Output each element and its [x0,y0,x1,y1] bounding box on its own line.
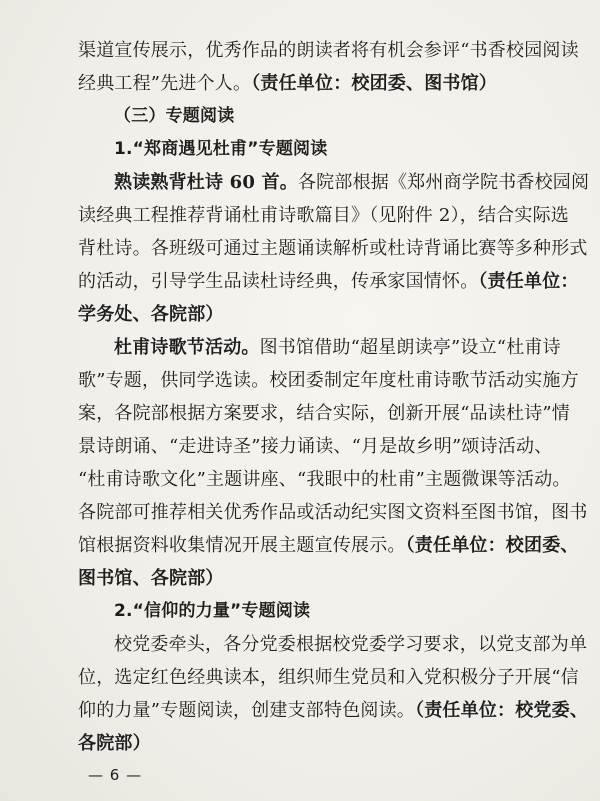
text-line [78,562,526,595]
responsible-unit: 学务处、各院部） [78,304,224,325]
text-line [78,199,569,232]
text-segment: 图书馆借助“超星朗读亭”设立“杜甫诗 [259,337,561,358]
text-segment: 背杜诗。各班级可通过主题诵读解析或杜诗背诵比赛等多种形式 [78,238,588,259]
responsible-unit: 图书馆、各院部） [78,568,224,589]
text-segment: 案，各院部根据方案要求，结合实际，创新开展“品读杜诗”情 [78,403,571,424]
text-line [78,496,588,529]
bold-lead: 熟读熟背杜诗 60 首。 [114,172,298,193]
text-segment: 渠道宣传展示，优秀作品的朗读者将有机会参评“书香校园阅读 [78,40,579,61]
text-line [78,628,588,661]
text-segment: 景诗朗诵、“走进诗圣”接力诵读、“月是故乡明”颂诗活动、 [78,436,553,457]
text-segment: “杜甫诗歌文化”主题讲座、“我眼中的杜甫”主题微课等活动。 [78,469,571,490]
text-line [78,166,590,199]
text-segment: 位，选定红色经典读本，组织师生党员和入党积极分子开展“信 [78,667,579,688]
section-heading [78,100,526,133]
text-line [78,694,589,727]
text-line [78,265,579,298]
subsection-heading [78,595,526,628]
text-segment: 歌”专题，供同学选读。校团委制定年度杜甫诗歌节活动实施方 [78,370,579,391]
text-line [78,331,561,364]
text-segment: 仰的力量”专题阅读，创建支部特色阅读。 [78,700,416,721]
text-line [78,463,571,496]
text-segment: 校党委牵头，各分党委根据校党委学习要求，以党支部为单 [114,634,588,655]
heading-text: （三）专题阅读 [114,106,235,126]
page-number: — 6 — [88,766,143,784]
heading-text: 1.“郑商遇见杜甫”专题阅读 [114,139,328,159]
responsible-unit: （责任单位：校团委、图书馆） [251,73,498,94]
bold-lead: 杜甫诗歌节活动。 [114,337,260,358]
text-segment: 各院部根据《郑州商学院书香校园阅 [297,172,590,193]
text-segment: 读经典工程推荐背诵杜甫诗歌篇目》（见附件 2），结合实际选 [78,205,569,226]
text-line [78,34,579,67]
text-line [78,397,571,430]
text-line [78,661,579,694]
text-line [78,67,526,100]
text-segment: 经典工程”先进个人。 [78,73,252,94]
text-line [78,232,588,265]
text-line [78,298,526,331]
text-line [78,529,579,562]
text-segment: 馆根据资料收集情况开展主题宣传展示。 [78,535,406,556]
responsible-unit: （责任单位： [478,271,579,292]
subsection-heading [78,133,526,166]
heading-text: 2.“信仰的力量”专题阅读 [114,601,311,621]
text-line [78,727,526,760]
responsible-unit: 各院部） [78,733,151,754]
text-line [78,364,579,397]
responsible-unit: （责任单位：校党委、 [415,700,589,721]
responsible-unit: （责任单位：校团委、 [405,535,579,556]
text-segment: 的活动，引导学生品读杜诗经典，传承家国情怀。 [78,271,479,292]
text-segment: 各院部可推荐相关优秀作品或活动纪实图文资料至图书馆，图书 [78,502,588,523]
text-line [78,430,553,463]
